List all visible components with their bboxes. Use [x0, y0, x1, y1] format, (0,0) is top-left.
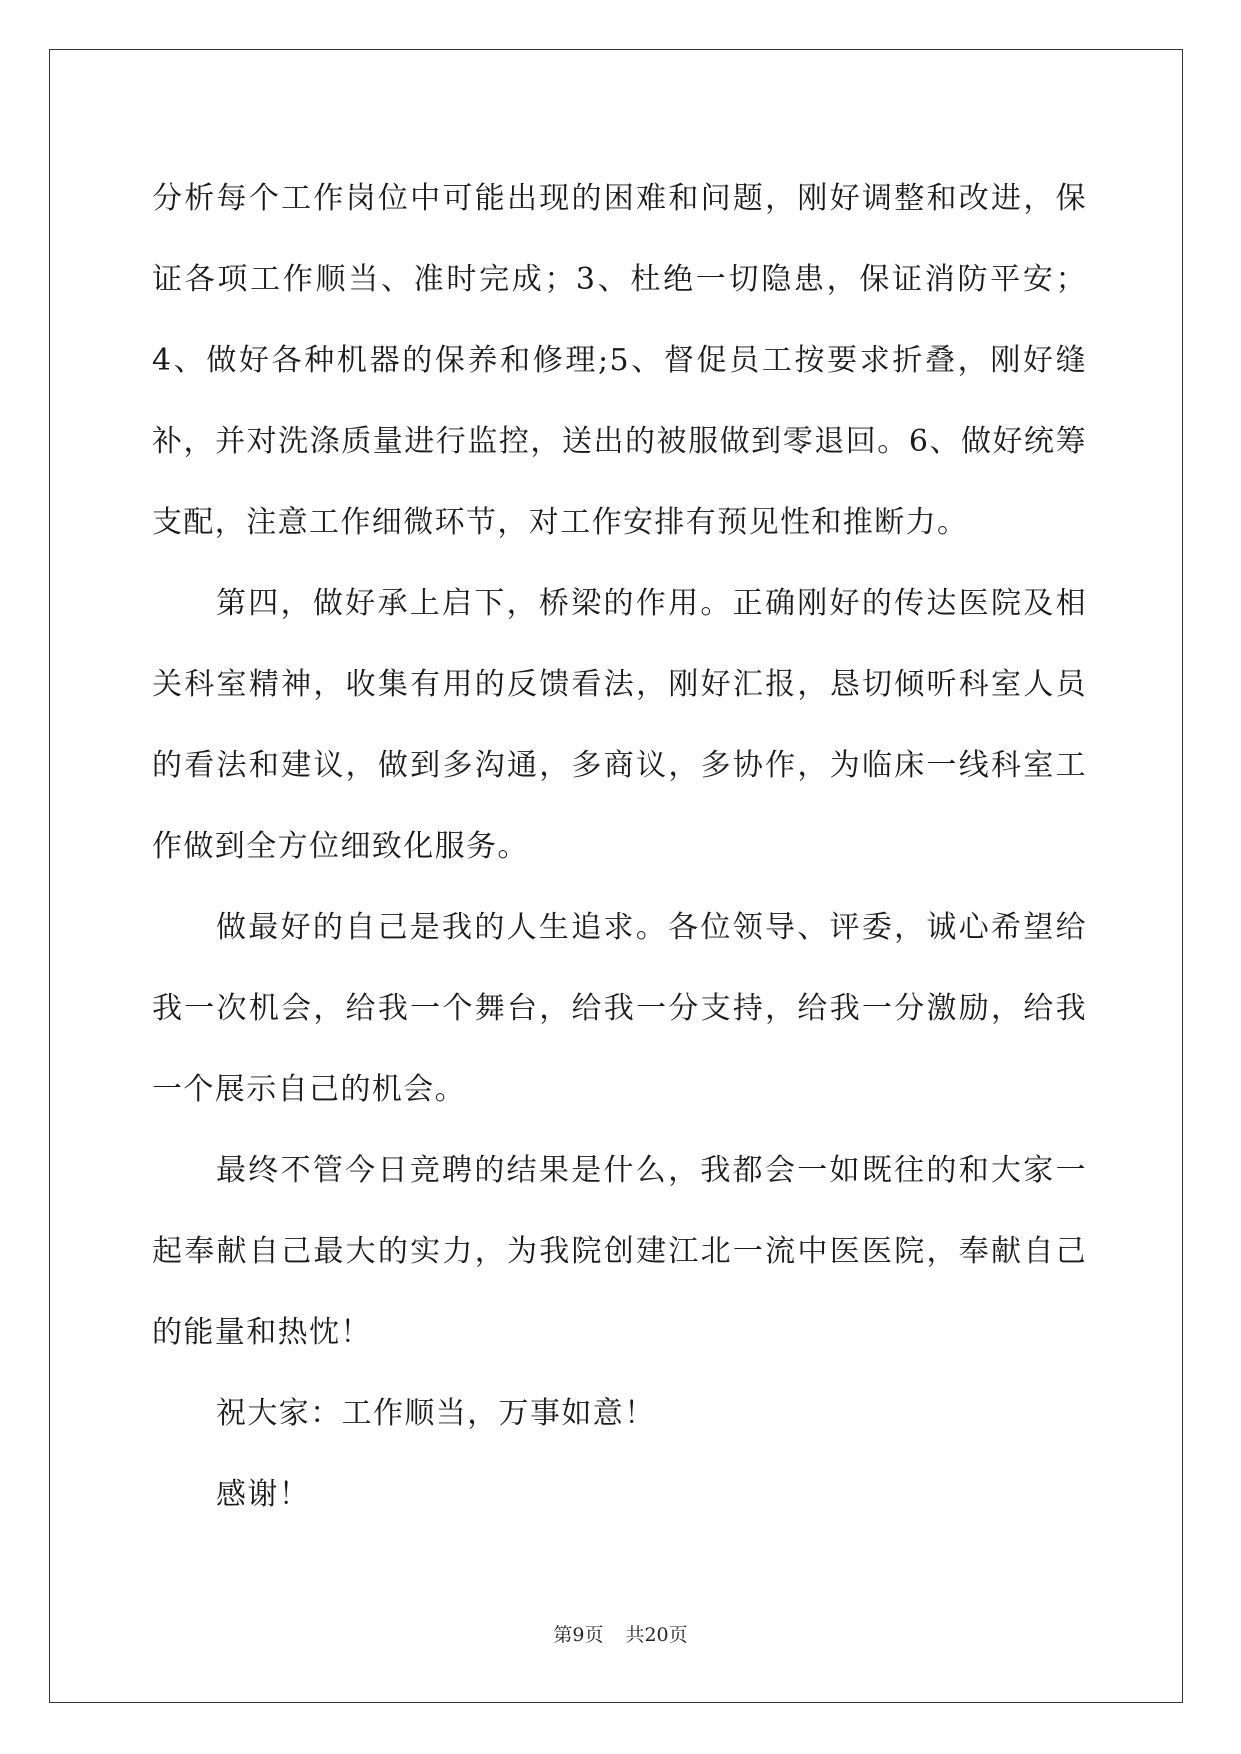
paragraph-2: 第四，做好承上启下，桥梁的作用。正确刚好的传达医院及相关科室精神，收集有用的反馈看法，刚好汇报，恳切倾听科室人员的看法和建议，做到多沟通，多商议，多协作，为临床一线科室工作做到全方位细致化服务。 — [152, 586, 1087, 864]
paragraph-6: 感谢！ — [216, 1477, 311, 1512]
document-body — [152, 158, 1087, 1535]
paragraph-1: 分析每个工作岗位中可能出现的困难和问题，刚好调整和改进，保证各项工作顺当、准时完成；3、杜绝一切隐患，保证消防平安；4、做好各种机器的保养和修理;5、督促员工按要求折叠，刚好缝补，并对洗涤质量进行监控，送出的被服做到零退回。6、做好统筹支配，注意工作细微环节，对工作安排有预见性和推断力。 — [152, 181, 1087, 540]
page-total: 共20页 — [625, 1624, 688, 1646]
paragraph-3: 做最好的自己是我的人生追求。各位领导、评委，诚心希望给我一次机会，给我一个舞台，给我一分支持，给我一分激励，给我一个展示自己的机会。 — [152, 910, 1087, 1107]
paragraph-5: 祝大家：工作顺当，万事如意！ — [216, 1396, 656, 1431]
page-footer — [0, 1620, 1241, 1647]
page-number: 第9页 — [553, 1624, 604, 1646]
paragraph-4: 最终不管今日竞聘的结果是什么，我都会一如既往的和大家一起奉献自己最大的实力，为我院创建江北一流中医医院，奉献自己的能量和热忱！ — [152, 1153, 1087, 1350]
